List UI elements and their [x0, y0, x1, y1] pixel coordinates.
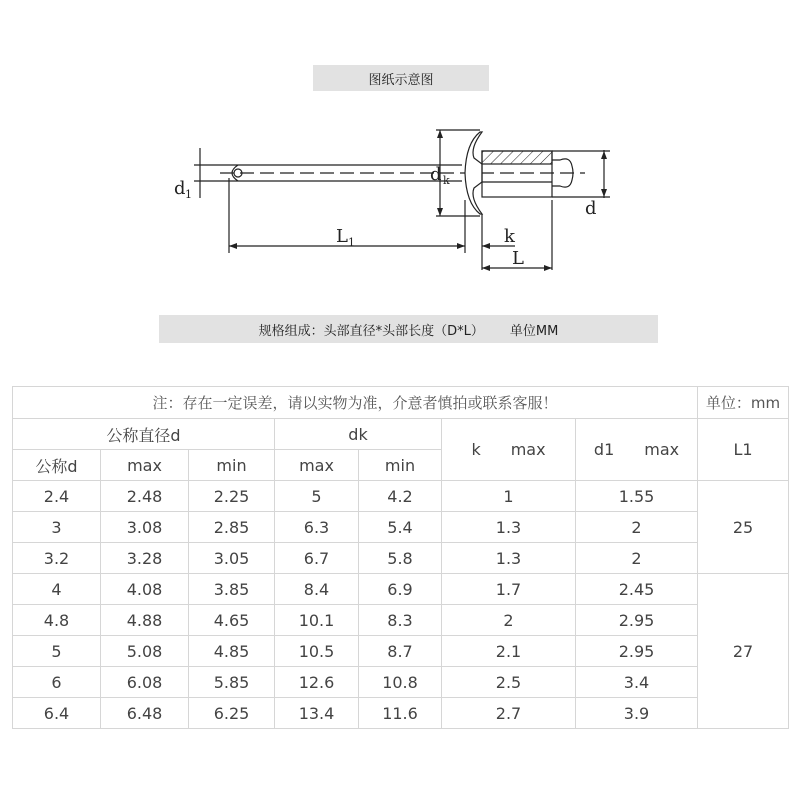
label-L: L: [512, 248, 524, 269]
header-dk: dk: [275, 419, 442, 450]
diagram-title: 图纸示意图: [368, 72, 434, 88]
table-cell: 1.3: [442, 512, 576, 543]
label-d1-sub: 1: [185, 188, 192, 201]
table-cell: 4.08: [101, 574, 189, 605]
table-cell: 3.08: [101, 512, 189, 543]
label-L1: L: [336, 226, 348, 247]
table-cell: 6.3: [275, 512, 359, 543]
spec-composition: 规格组成：头部直径*头部长度（D*L）: [258, 323, 484, 339]
L1-group-cell: 27: [698, 574, 789, 729]
table-cell: 4: [13, 574, 101, 605]
header-nominal-d: 公称d: [13, 450, 101, 481]
label-dk-sub: k: [443, 174, 450, 187]
header-k-max: k max: [442, 419, 576, 481]
table-cell: 2.48: [101, 481, 189, 512]
table-cell: 2: [576, 543, 698, 574]
table-cell: 5.85: [189, 667, 275, 698]
table-cell: 3.05: [189, 543, 275, 574]
table-cell: 2.7: [442, 698, 576, 729]
spec-unit: 单位MM: [509, 323, 559, 339]
rivet-head: [465, 132, 482, 214]
table-cell: 6.08: [101, 667, 189, 698]
table-cell: 10.5: [275, 636, 359, 667]
table-cell: 6.4: [13, 698, 101, 729]
table-cell: 2: [576, 512, 698, 543]
table-cell: 3: [13, 512, 101, 543]
header-d1-max: d1 max: [576, 419, 698, 481]
table-cell: 3.28: [101, 543, 189, 574]
table-cell: 2.95: [576, 636, 698, 667]
rivet-diagram: [160, 118, 630, 278]
table-cell: 6.25: [189, 698, 275, 729]
table-row: [13, 667, 789, 698]
table-cell: 1.7: [442, 574, 576, 605]
header-dk-min: min: [359, 450, 442, 481]
table-row: [13, 574, 789, 605]
table-cell: 6.48: [101, 698, 189, 729]
table-cell: 8.3: [359, 605, 442, 636]
label-d1: d: [174, 178, 186, 199]
header-nominal-diameter: 公称直径d: [13, 419, 275, 450]
table-cell: 1.55: [576, 481, 698, 512]
table-row: [13, 605, 789, 636]
unit-label: 单位：mm: [698, 387, 789, 419]
header-d-max: max: [101, 450, 189, 481]
diagram-title-banner: [313, 65, 489, 91]
table-cell: 2: [442, 605, 576, 636]
table-cell: 3.9: [576, 698, 698, 729]
table-cell: 2.4: [13, 481, 101, 512]
table-cell: 2.95: [576, 605, 698, 636]
table-cell: 6: [13, 667, 101, 698]
table-cell: 2.85: [189, 512, 275, 543]
label-dk: d: [430, 164, 442, 185]
table-cell: 10.8: [359, 667, 442, 698]
table-cell: 2.5: [442, 667, 576, 698]
note-text: 注：存在一定误差，请以实物为准，介意者慎拍或联系客服！: [13, 387, 698, 419]
table-cell: 2.25: [189, 481, 275, 512]
header-L1: L1: [698, 419, 789, 481]
header-d-min: min: [189, 450, 275, 481]
label-L1-sub: 1: [348, 236, 355, 249]
table-cell: 5.08: [101, 636, 189, 667]
table-cell: 1.3: [442, 543, 576, 574]
table-cell: 6.9: [359, 574, 442, 605]
label-k: k: [504, 226, 515, 247]
table-cell: 12.6: [275, 667, 359, 698]
table-cell: 5.4: [359, 512, 442, 543]
table-row: [13, 698, 789, 729]
table-cell: 4.8: [13, 605, 101, 636]
table-row: [13, 481, 789, 512]
header-dk-max: max: [275, 450, 359, 481]
table-cell: 6.7: [275, 543, 359, 574]
table-cell: 4.85: [189, 636, 275, 667]
table-cell: 4.2: [359, 481, 442, 512]
table-cell: 5: [275, 481, 359, 512]
table-cell: 8.7: [359, 636, 442, 667]
table-cell: 13.4: [275, 698, 359, 729]
header-row-1: [13, 419, 789, 450]
table-cell: 2.45: [576, 574, 698, 605]
table-row: [13, 543, 789, 574]
table-cell: 10.1: [275, 605, 359, 636]
table-row: [13, 636, 789, 667]
note-row: [13, 387, 789, 419]
table-cell: 5: [13, 636, 101, 667]
table-cell: 3.85: [189, 574, 275, 605]
label-d: d: [585, 198, 597, 219]
table-cell: 8.4: [275, 574, 359, 605]
L1-group-cell: 25: [698, 481, 789, 574]
table-row: [13, 512, 789, 543]
spec-table: [12, 386, 789, 729]
table-cell: 1: [442, 481, 576, 512]
table-cell: 3.4: [576, 667, 698, 698]
table-cell: 4.65: [189, 605, 275, 636]
table-cell: 2.1: [442, 636, 576, 667]
table-cell: 5.8: [359, 543, 442, 574]
table-cell: 3.2: [13, 543, 101, 574]
sleeve-upper-hatched: [482, 151, 552, 164]
table-cell: 11.6: [359, 698, 442, 729]
table-cell: 4.88: [101, 605, 189, 636]
spec-banner: [159, 315, 658, 343]
